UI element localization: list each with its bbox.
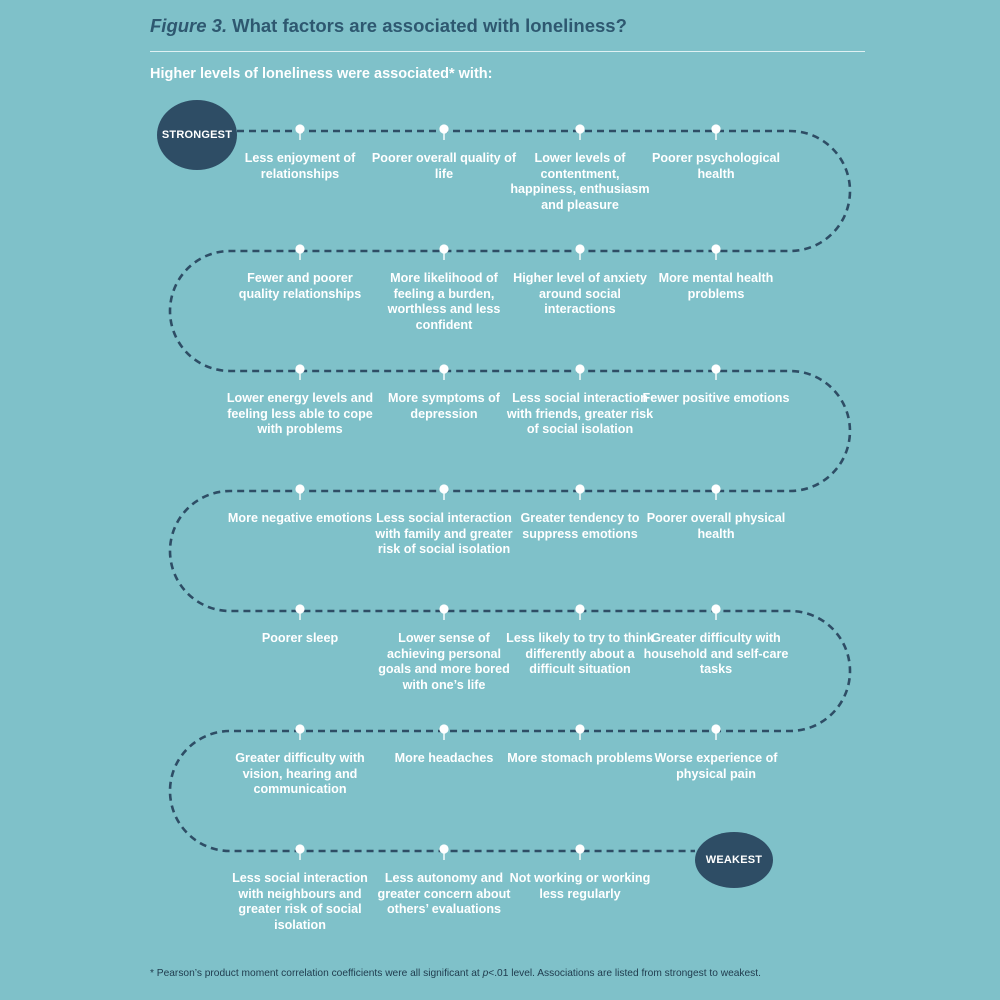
pin-marker	[439, 604, 448, 620]
factor-item: Greater tendency to suppress emotions	[520, 511, 640, 541]
weakest-marker: WEAKEST	[695, 832, 773, 888]
pin-marker	[295, 724, 304, 740]
pin-marker	[711, 604, 720, 620]
figure-title-text: What factors are associated with loneliness?	[232, 15, 627, 36]
factor-item: Greater difficulty with household and self-care tasks	[643, 631, 789, 676]
factor-item: Poorer overall quality of life	[371, 151, 517, 181]
pin-marker	[295, 244, 304, 260]
factor-item: Worse experience of physical pain	[654, 751, 778, 781]
pin-marker	[295, 844, 304, 860]
figure-label: Figure 3.	[150, 15, 228, 36]
factor-item: Lower energy levels and feeling less able to cope with problems	[226, 391, 374, 436]
pin-marker	[711, 724, 720, 740]
factor-item: Less likely to try to think differently about a difficult situation	[506, 631, 654, 676]
factor-item: Lower sense of achieving personal goals and more bored with one’s life	[378, 631, 510, 692]
factor-item: Poorer overall physical health	[646, 511, 786, 541]
factor-item: Not working or working less regularly	[509, 871, 651, 901]
pin-marker	[439, 124, 448, 140]
pin-marker	[575, 124, 584, 140]
pin-marker	[295, 364, 304, 380]
pin-marker	[711, 124, 720, 140]
factor-item: Poorer sleep	[261, 631, 339, 645]
factor-item: Less social interaction with neighbours and greater risk of social isolation	[232, 871, 368, 932]
pin-marker	[711, 484, 720, 500]
factor-item: Higher level of anxiety around social interactions	[513, 271, 647, 316]
factor-item: Less enjoyment of relationships	[244, 151, 356, 181]
pin-marker	[439, 244, 448, 260]
pin-marker	[575, 724, 584, 740]
dashed-connector	[170, 131, 850, 851]
factor-item: More mental health problems	[658, 271, 774, 301]
pin-marker	[439, 364, 448, 380]
pin-marker	[439, 724, 448, 740]
footnote	[150, 968, 761, 979]
factor-item: Fewer and poorer quality relationships	[238, 271, 362, 301]
factor-item: Less autonomy and greater concern about others’ evaluations	[377, 871, 511, 916]
factor-item: Greater difficulty with vision, hearing and communication	[235, 751, 365, 796]
pin-marker	[295, 484, 304, 500]
footnote-text-end: <.01 level. Associations are listed from strongest to weakest.	[488, 968, 761, 979]
pin-marker	[575, 244, 584, 260]
footnote-text: * Pearson’s product moment correlation coefficients were all significant at	[150, 968, 483, 979]
footnote-p: p	[482, 968, 489, 979]
pin-marker	[575, 604, 584, 620]
pin-marker	[575, 484, 584, 500]
factor-item: Lower levels of contentment, happiness, enthusiasm and pleasure	[510, 151, 650, 212]
factor-item: Less social interaction with friends, greater risk of social isolation	[506, 391, 654, 436]
pin-marker	[439, 844, 448, 860]
pin-marker	[295, 604, 304, 620]
pin-marker	[439, 484, 448, 500]
pin-marker	[711, 244, 720, 260]
diagram-subtitle: Higher levels of loneliness were associated* with:	[150, 66, 493, 82]
factor-item: More headaches	[394, 751, 494, 765]
factor-item: More symptoms of depression	[388, 391, 500, 421]
strongest-marker: STRONGEST	[157, 100, 237, 170]
pin-marker	[295, 124, 304, 140]
factor-item: More negative emotions	[227, 511, 373, 525]
factor-item: Fewer positive emotions	[642, 391, 790, 405]
pin-marker	[575, 364, 584, 380]
factor-item: More stomach problems	[507, 751, 653, 765]
pin-marker	[575, 844, 584, 860]
factor-item: Poorer psychological health	[651, 151, 781, 181]
factor-item: More likelihood of feeling a burden, worthless and less confident	[387, 271, 501, 332]
pin-marker	[711, 364, 720, 380]
factor-item: Less social interaction with family and greater risk of social isolation	[375, 511, 513, 556]
